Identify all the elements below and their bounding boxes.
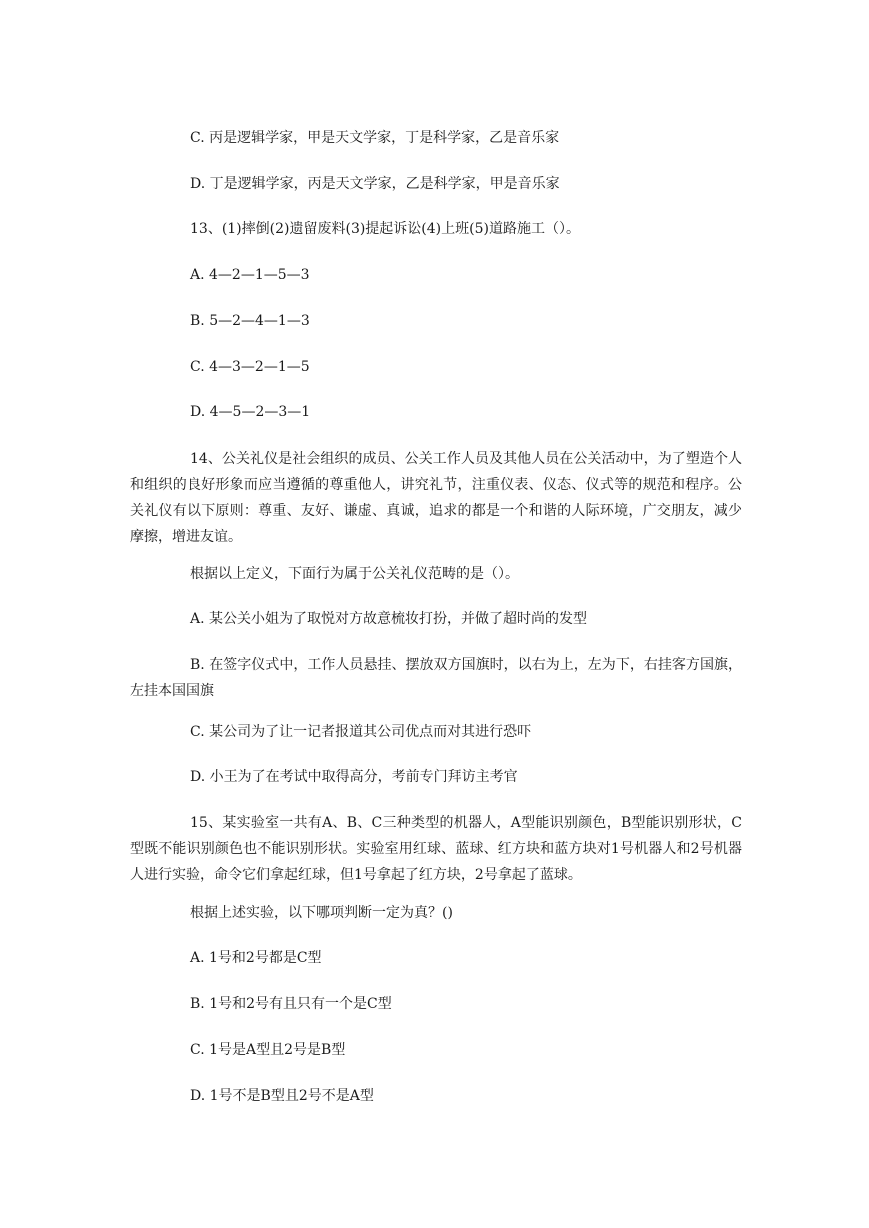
q13-option-c: C. 4—3—2—1—5 bbox=[190, 359, 310, 375]
q13-stem: 13、(1)摔倒(2)遗留废料(3)提起诉讼(4)上班(5)道路施工（）。 bbox=[190, 221, 580, 237]
q15-stem: 15、某实验室一共有A、B、C三种类型的机器人，A型能识别颜色，B型能识别形状，C型既不能识别颜色也不能识别形状。实验室用红球、蓝球、红方块和蓝方块对1号机器人和2号机器人进行实验，命令它们拿起红球，但1号拿起了红方块，2号拿起了蓝球。 bbox=[130, 815, 742, 883]
q14-definition: 14、公关礼仪是社会组织的成员、公关工作人员及其他人员在公关活动中，为了塑造个人和组织的良好形象而应当遵循的尊重他人，讲究礼节，注重仪表、仪态、仪式等的规范和程序。公关礼仪有以下原则：尊重、友好、谦虚、真诚，追求的都是一个和谐的人际环境，广交朋友，减少摩擦，增进友谊。 bbox=[130, 451, 742, 545]
q15-option-b: B. 1号和2号有且只有一个是C型 bbox=[190, 996, 392, 1012]
q12-option-d: D. 丁是逻辑学家，丙是天文学家，乙是科学家，甲是音乐家 bbox=[190, 176, 560, 192]
q15-question: 根据上述实验，以下哪项判断一定为真？() bbox=[190, 905, 453, 921]
q14-option-a: A. 某公关小姐为了取悦对方故意梳妆打扮，并做了超时尚的发型 bbox=[190, 611, 588, 627]
q15-option-d: D. 1号不是B型且2号不是A型 bbox=[190, 1088, 374, 1104]
q15-option-a: A. 1号和2号都是C型 bbox=[190, 950, 322, 966]
q14-option-c: C. 某公司为了让一记者报道其公司优点而对其进行恐吓 bbox=[190, 724, 532, 740]
q14-question: 根据以上定义，下面行为属于公关礼仪范畴的是（）。 bbox=[190, 566, 519, 582]
q13-option-b: B. 5—2—4—1—3 bbox=[190, 313, 310, 329]
q13-option-a: A. 4—2—1—5—3 bbox=[190, 267, 310, 283]
q14-option-b: B. 在签字仪式中，工作人员悬挂、摆放双方国旗时，以右为上，左为下，右挂客方国旗，左挂本国国旗 bbox=[130, 657, 742, 699]
q12-option-c: C. 丙是逻辑学家，甲是天文学家，丁是科学家，乙是音乐家 bbox=[190, 130, 560, 146]
q13-option-d: D. 4—5—2—3—1 bbox=[190, 404, 311, 420]
q15-option-c: C. 1号是A型且2号是B型 bbox=[190, 1042, 346, 1058]
q14-option-d: D. 小王为了在考试中取得高分，考前专门拜访主考官 bbox=[190, 769, 518, 785]
